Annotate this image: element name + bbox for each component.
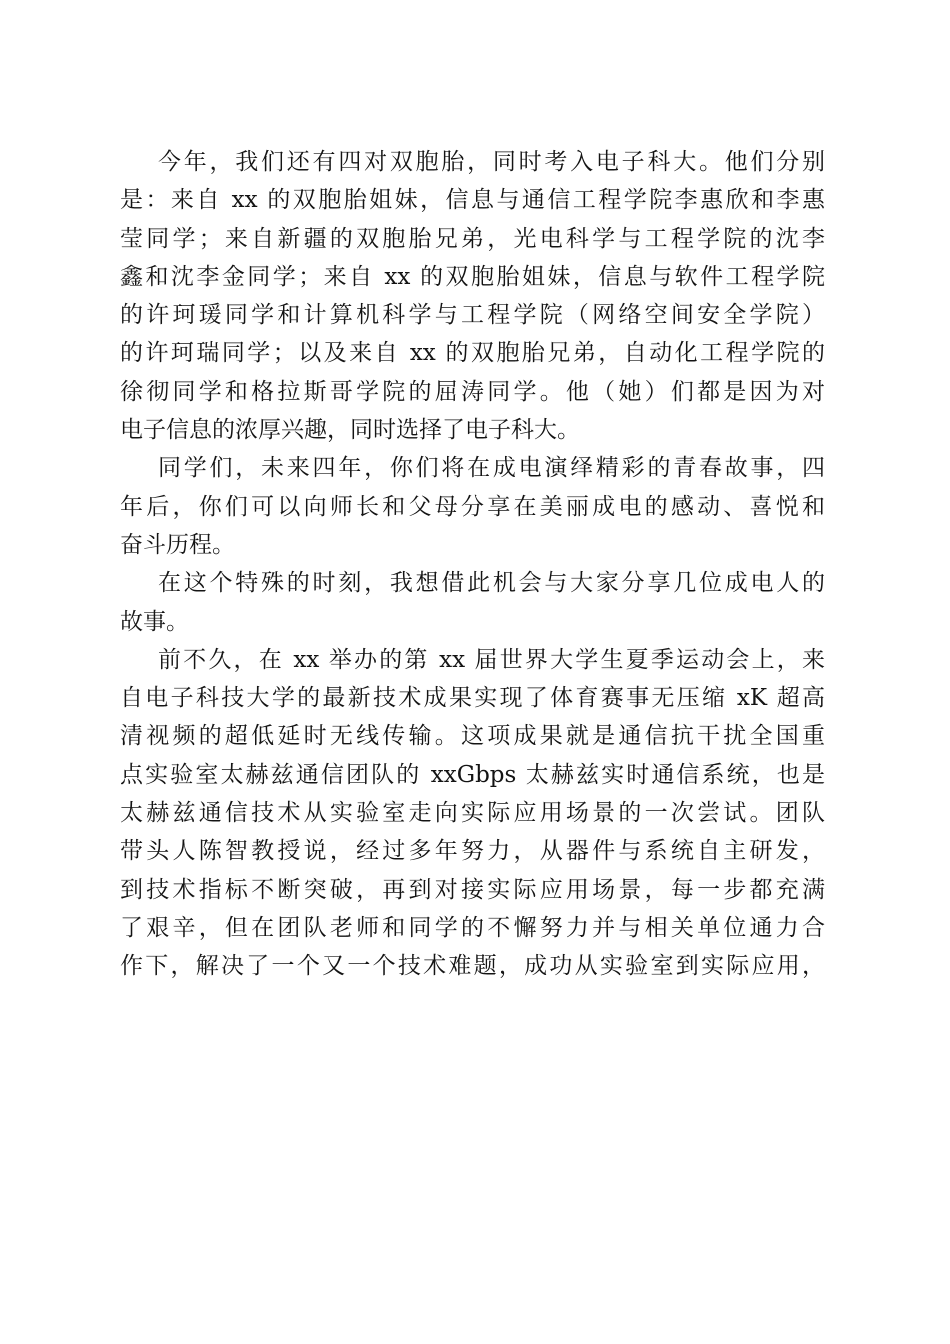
text-line: 作下，解决了一个又一个技术难题，成功从实验室到实际应用， — [120, 953, 825, 980]
text-line: 了艰辛，但在团队老师和同学的不懈努力并与相关单位通力合 — [120, 914, 825, 941]
paragraph-terahertz — [120, 641, 825, 986]
text-line: 是：来自 xx 的双胞胎姐妹，信息与通信工程学院李惠欣和李惠 — [120, 187, 825, 214]
text-line: 的许珂瑗同学和计算机科学与工程学院（网络空间安全学院） — [120, 302, 825, 329]
text-line: 点实验室太赫兹通信团队的 xxGbps 太赫兹实时通信系统，也是 — [120, 761, 825, 788]
paragraph-twins — [120, 143, 825, 449]
text-line: 太赫兹通信技术从实验室走向实际应用场景的一次尝试。团队 — [120, 800, 825, 827]
text-line: 今年，我们还有四对双胞胎，同时考入电子科大。他们分别 — [158, 149, 825, 175]
text-line: 年后，你们可以向师长和父母分享在美丽成电的感动、喜悦和 — [120, 493, 825, 520]
text-line: 徐彻同学和格拉斯哥学院的屈涛同学。他（她）们都是因为对 — [120, 378, 825, 405]
paragraph-four-years — [120, 449, 825, 564]
text-line: 莹同学；来自新疆的双胞胎兄弟，光电科学与工程学院的沈李 — [120, 225, 825, 252]
text-line: 在这个特殊的时刻，我想借此机会与大家分享几位成电人的 — [158, 570, 825, 597]
text-line: 的许珂瑞同学；以及来自 xx 的双胞胎兄弟，自动化工程学院的 — [120, 340, 825, 367]
document-body — [120, 143, 825, 986]
paragraph-stories — [120, 564, 825, 641]
text-line: 鑫和沈李金同学；来自 xx 的双胞胎姐妹，信息与软件工程学院 — [120, 263, 825, 290]
text-line: 清视频的超低延时无线传输。这项成果就是通信抗干扰全国重 — [120, 723, 825, 750]
text-line: 前不久，在 xx 举办的第 xx 届世界大学生夏季运动会上，来 — [158, 646, 825, 673]
text-line: 同学们，未来四年，你们将在成电演绎精彩的青春故事，四 — [158, 455, 825, 482]
text-line: 到技术指标不断突破，再到对接实际应用场景，每一步都充满 — [120, 876, 825, 903]
text-line: 带头人陈智教授说，经过多年努力，从器件与系统自主研发， — [120, 838, 825, 865]
text-line: 自电子科技大学的最新技术成果实现了体育赛事无压缩 xK 超高 — [120, 685, 825, 712]
text-line: 电子信息的浓厚兴趣，同时选择了电子科大。 — [120, 417, 580, 444]
text-line: 故事。 — [120, 608, 189, 635]
text-line: 奋斗历程。 — [120, 531, 235, 558]
